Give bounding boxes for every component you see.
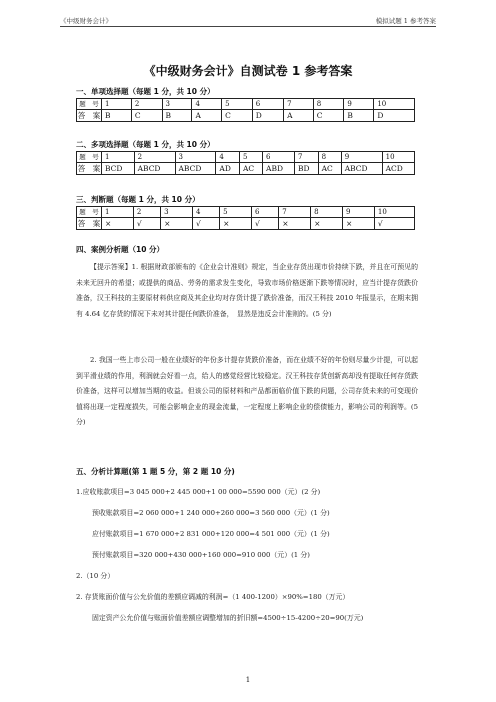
answer-cell: ABCD bbox=[341, 163, 382, 175]
calc-line: 2.（10 分） bbox=[76, 572, 115, 580]
question-number-cell: 7 bbox=[279, 207, 311, 218]
question-number-cell: 5 bbox=[239, 152, 262, 163]
question-number-cell: 5 bbox=[222, 99, 253, 110]
question-number-cell: 2 bbox=[134, 152, 175, 163]
question-number-cell: 1 bbox=[102, 152, 135, 163]
calc-line: 预收账款项目=2 060 000+1 240 000+260 000=3 560 000（元）(1 分) bbox=[92, 509, 330, 517]
answer-cell: C bbox=[222, 110, 253, 122]
page-number: 1 bbox=[245, 676, 251, 684]
table-row bbox=[77, 163, 415, 175]
question-number-cell: 7 bbox=[284, 99, 314, 110]
calc-line: 预付账款项目=320 000+430 000+160 000=910 000（元）(1 分) bbox=[92, 551, 310, 559]
answer-cell: AD bbox=[216, 163, 240, 175]
calc-line: 固定资产公允价值与账面价值差额应调整增加的折旧额=4500÷15-4200÷20=90(万元) bbox=[92, 614, 364, 622]
answer-cell: × bbox=[161, 218, 193, 230]
table-row bbox=[77, 99, 415, 110]
single-choice-table bbox=[76, 98, 415, 122]
question-number-cell: 6 bbox=[252, 207, 279, 218]
answer-cell: ABD bbox=[263, 163, 295, 175]
header-right: 模拟试题 1 参考答案 bbox=[375, 17, 436, 25]
question-number-cell: 3 bbox=[161, 207, 193, 218]
single-choice-heading: 一、单项选择题（每题 1 分，共 10 分） bbox=[76, 87, 215, 96]
answer-cell: × bbox=[279, 218, 311, 230]
answer-cell: B bbox=[162, 110, 192, 122]
question-number-cell: 8 bbox=[311, 207, 343, 218]
question-number-cell: 9 bbox=[344, 99, 374, 110]
question-number-cell: 4 bbox=[192, 99, 222, 110]
answer-cell: BCD bbox=[102, 163, 135, 175]
answer-cell: A bbox=[192, 110, 222, 122]
question-number-cell: 6 bbox=[252, 99, 283, 110]
question-number-cell: 8 bbox=[313, 99, 344, 110]
answer-cell: √ bbox=[374, 218, 414, 230]
question-number-cell: 10 bbox=[374, 99, 415, 110]
row-label: 题 号 bbox=[77, 152, 102, 163]
question-number-cell: 7 bbox=[294, 152, 318, 163]
answer-cell: B bbox=[102, 110, 132, 122]
answer-cell: × bbox=[220, 218, 252, 230]
answer-cell: ABCD bbox=[134, 163, 175, 175]
header-left: 《中级财务会计》 bbox=[60, 17, 112, 25]
answer-cell: AC bbox=[318, 163, 341, 175]
question-number-cell: 4 bbox=[216, 152, 240, 163]
question-number-cell: 3 bbox=[175, 152, 216, 163]
question-number-cell: 1 bbox=[102, 99, 132, 110]
calculation-heading: 五、分析计算题(第 1 题 5 分，第 2 题 10 分) bbox=[76, 467, 235, 476]
question-number-cell: 1 bbox=[102, 207, 134, 218]
answer-cell: × bbox=[311, 218, 343, 230]
table-row bbox=[77, 218, 415, 230]
answer-cell: D bbox=[374, 110, 415, 122]
question-number-cell: 4 bbox=[192, 207, 219, 218]
question-number-cell: 3 bbox=[162, 99, 192, 110]
answer-cell: D bbox=[252, 110, 283, 122]
row-label: 答 案 bbox=[77, 111, 101, 120]
row-label: 题 号 bbox=[77, 207, 102, 218]
answer-cell: B bbox=[344, 110, 374, 122]
question-number-cell: 8 bbox=[318, 152, 341, 163]
case-answer-paragraph-2: 2. 我国一些上市公司一般在业绩好的年份多计提存货跌价准备，而在业绩不好的年份则尽量少计提，可以起到平滑业绩的作用，利润就会好看一点，给人的感觉经营比较稳定。汉王科技存货创新高却没有提取任何存货跌价准备，这样可以增加当期的收益。但该公司的原材料和产品都面临价值下跌的问题，公司存货未来的可变现价值将出现一定程度损失，可能会影响企业的现金流量，一定程度上影响企业的偿债能力，影响公司的利润等。(5 分) bbox=[76, 356, 418, 426]
answer-cell: BD bbox=[294, 163, 318, 175]
row-label: 题 号 bbox=[77, 99, 102, 110]
question-number-cell: 2 bbox=[133, 207, 160, 218]
answer-cell: C bbox=[313, 110, 344, 122]
question-number-cell: 6 bbox=[263, 152, 295, 163]
judgement-heading: 三、判断题（每题 1 分，共 10 分） bbox=[76, 195, 200, 204]
question-number-cell: 9 bbox=[341, 152, 382, 163]
answer-cell: ABCD bbox=[175, 163, 216, 175]
calc-line: 应付账款项目=1 670 000+2 831 000+120 000=4 501 000（元）(1 分) bbox=[92, 530, 330, 538]
table-row bbox=[77, 207, 415, 218]
question-number-cell: 2 bbox=[131, 99, 162, 110]
question-number-cell: 5 bbox=[220, 207, 252, 218]
header-divider bbox=[60, 26, 436, 27]
calc-line: 1.应收账款项目=3 045 000+2 445 000+1 00 000=5590 000（元）(2 分) bbox=[76, 488, 321, 496]
case-analysis-heading: 四、案例分析题（10 分） bbox=[76, 245, 165, 254]
answer-cell: × bbox=[343, 218, 375, 230]
answer-cell: √ bbox=[252, 218, 279, 230]
multi-choice-table bbox=[76, 151, 415, 175]
row-label: 答 案 bbox=[77, 164, 101, 173]
calc-line: 2. 存货账面价值与公允价值的差额应调减的利润=（1 400-1200）×90%=180（万元） bbox=[76, 593, 350, 601]
answer-cell: C bbox=[131, 110, 162, 122]
judgement-table bbox=[76, 206, 415, 230]
answer-cell: A bbox=[284, 110, 314, 122]
table-row bbox=[77, 110, 415, 122]
multi-choice-heading: 二、多项选择题（每题 1 分，共 10 分） bbox=[76, 140, 215, 149]
answer-cell: × bbox=[102, 218, 134, 230]
answer-cell: ACD bbox=[382, 163, 414, 175]
question-number-cell: 10 bbox=[374, 207, 414, 218]
answer-cell: √ bbox=[133, 218, 160, 230]
row-label: 答 案 bbox=[77, 219, 101, 228]
question-number-cell: 9 bbox=[343, 207, 375, 218]
answer-cell: AC bbox=[239, 163, 262, 175]
answer-cell: √ bbox=[192, 218, 219, 230]
table-row bbox=[77, 152, 415, 163]
question-number-cell: 10 bbox=[382, 152, 414, 163]
page-title: 《中级财务会计》自测试卷 1 参考答案 bbox=[143, 64, 353, 78]
case-answer-paragraph-1: 【提示答案】1. 根据财政部颁布的《企业会计准则》规定，当企业存货出现市价持续下跌，并且在可预见的未来无回升的希望；或提供的商品、劳务的需求发生变化，导致市场价格逐渐下跌等情况时，应当计提存货跌价准备，汉王科技的主要原材料供应商及其企业均对存货计提了跌价准备，而汉王科技 2010 年报显示，在期末拥有 4.64 亿存货的情况下未对其计提任何跌价准备， 显然是违反会计准则的。(5 分) bbox=[76, 263, 418, 318]
